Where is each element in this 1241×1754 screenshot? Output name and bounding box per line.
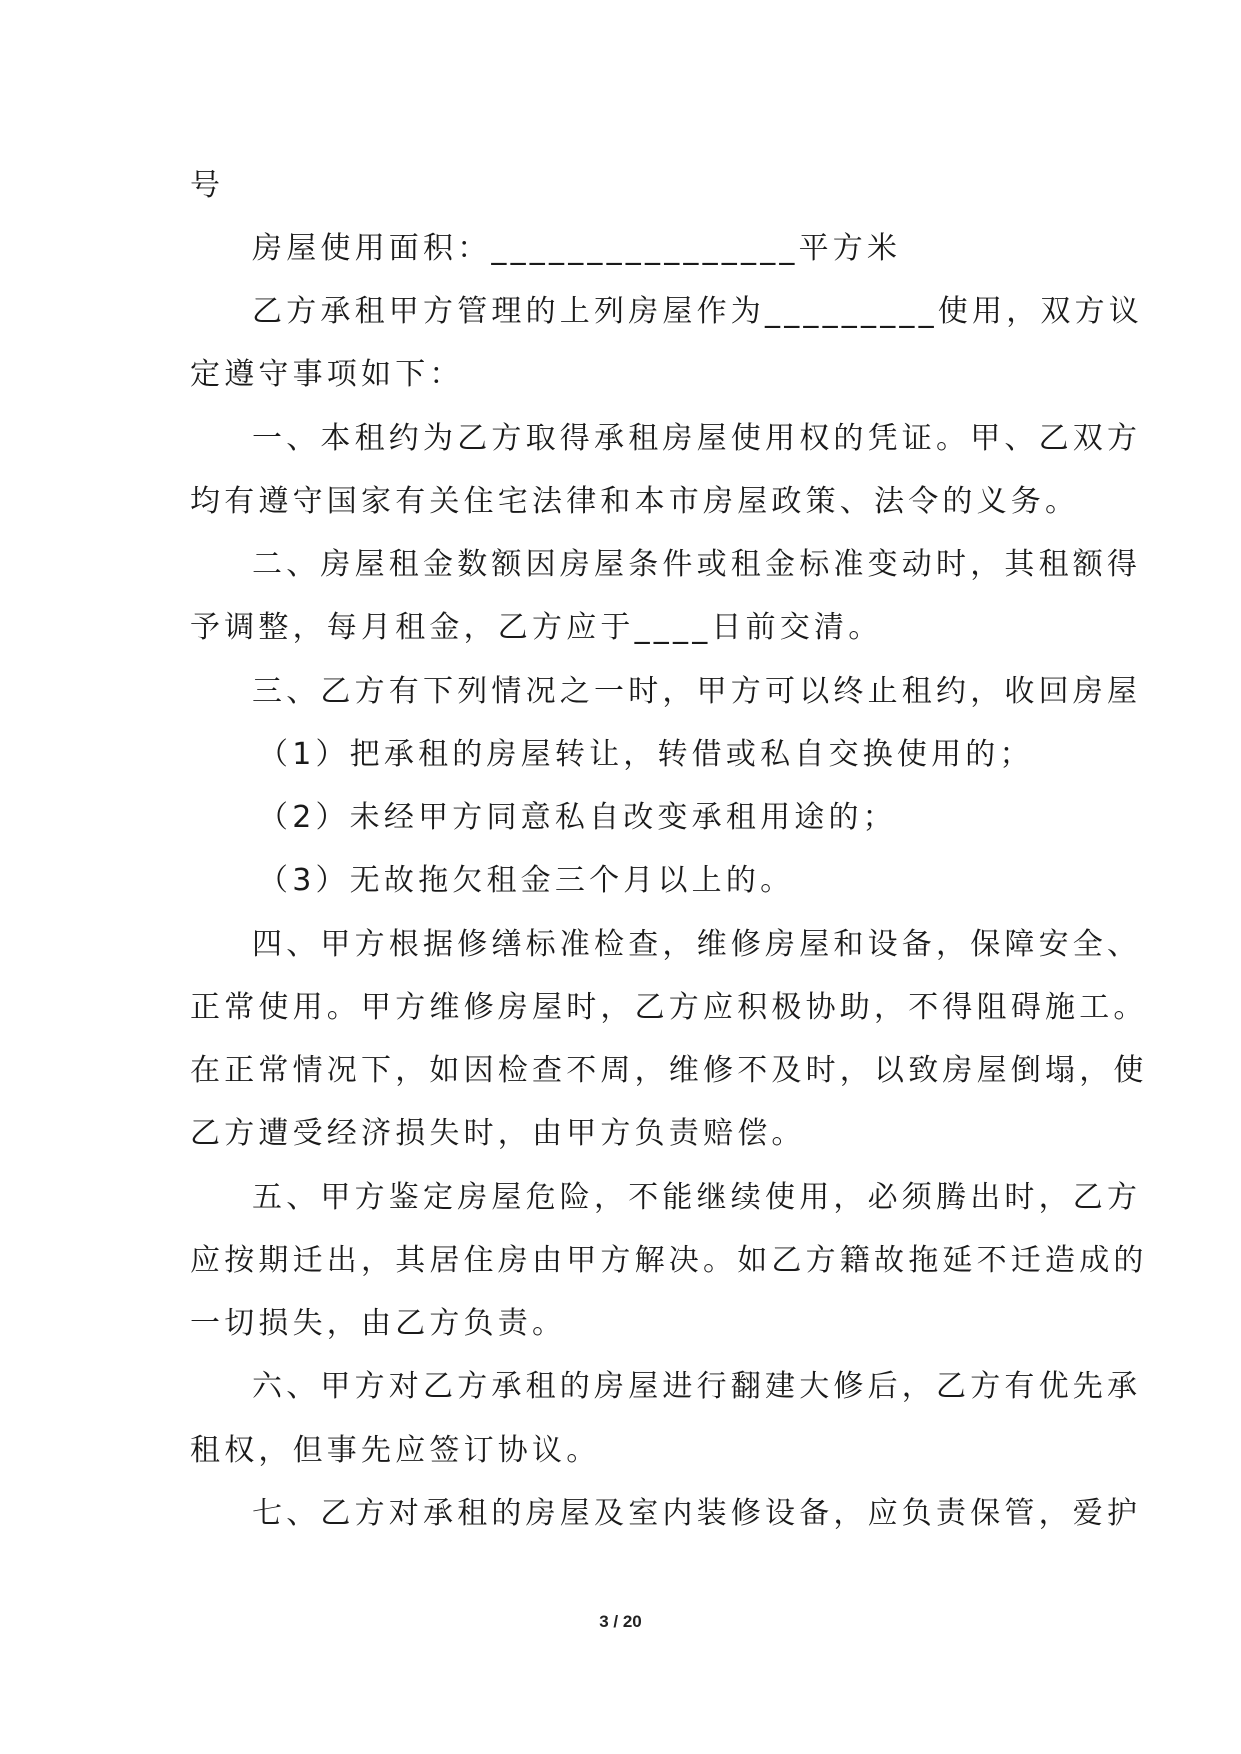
text-line: 三、乙方有下列情况之一时，甲方可以终止租约，收回房屋	[252, 674, 1142, 709]
text-line: 正常使用。甲方维修房屋时，乙方应积极协助，不得阻碍施工。	[190, 990, 1148, 1025]
text-line: 应按期迁出，其居住房由甲方解决。如乙方籍故拖延不迁造成的	[190, 1243, 1148, 1278]
text-line: 一切损失，由乙方负责。	[190, 1306, 567, 1341]
text-line: 房屋使用面积：________________平方米	[252, 231, 902, 266]
list-item: （1）把承租的房屋转让，转借或私自交换使用的；	[258, 737, 1034, 772]
text-line: 六、甲方对乙方承租的房屋进行翻建大修后，乙方有优先承	[252, 1369, 1142, 1404]
text-line: 乙方遭受经济损失时，由甲方负责赔偿。	[190, 1116, 806, 1151]
text-line: 均有遵守国家有关住宅法律和本市房屋政策、法令的义务。	[190, 484, 1080, 519]
page-number: 3 / 20	[599, 1612, 642, 1631]
list-item: （2）未经甲方同意私自改变承租用途的；	[258, 800, 897, 835]
text-line: 在正常情况下，如因检查不周，维修不及时，以致房屋倒塌，使	[190, 1053, 1148, 1088]
text-line: 七、乙方对承租的房屋及室内装修设备，应负责保管，爱护	[252, 1496, 1142, 1531]
text-line: 乙方承租甲方管理的上列房屋作为_________使用，双方议	[252, 294, 1143, 329]
text-line: 二、房屋租金数额因房屋条件或租金标准变动时，其租额得	[252, 547, 1142, 582]
text-line: 租权，但事先应签订协议。	[190, 1433, 601, 1468]
text-line: 予调整，每月租金，乙方应于____日前交清。	[190, 610, 883, 645]
text-line: 四、甲方根据修缮标准检查，维修房屋和设备，保障安全、	[252, 927, 1142, 962]
text-line: 一、本租约为乙方取得承租房屋使用权的凭证。甲、乙双方	[252, 421, 1142, 456]
list-item: （3）无故拖欠租金三个月以上的。	[258, 863, 795, 898]
text-line: 号	[190, 168, 225, 203]
text-line: 定遵守事项如下：	[190, 357, 464, 392]
text-line: 五、甲方鉴定房屋危险，不能继续使用，必须腾出时，乙方	[252, 1180, 1142, 1215]
